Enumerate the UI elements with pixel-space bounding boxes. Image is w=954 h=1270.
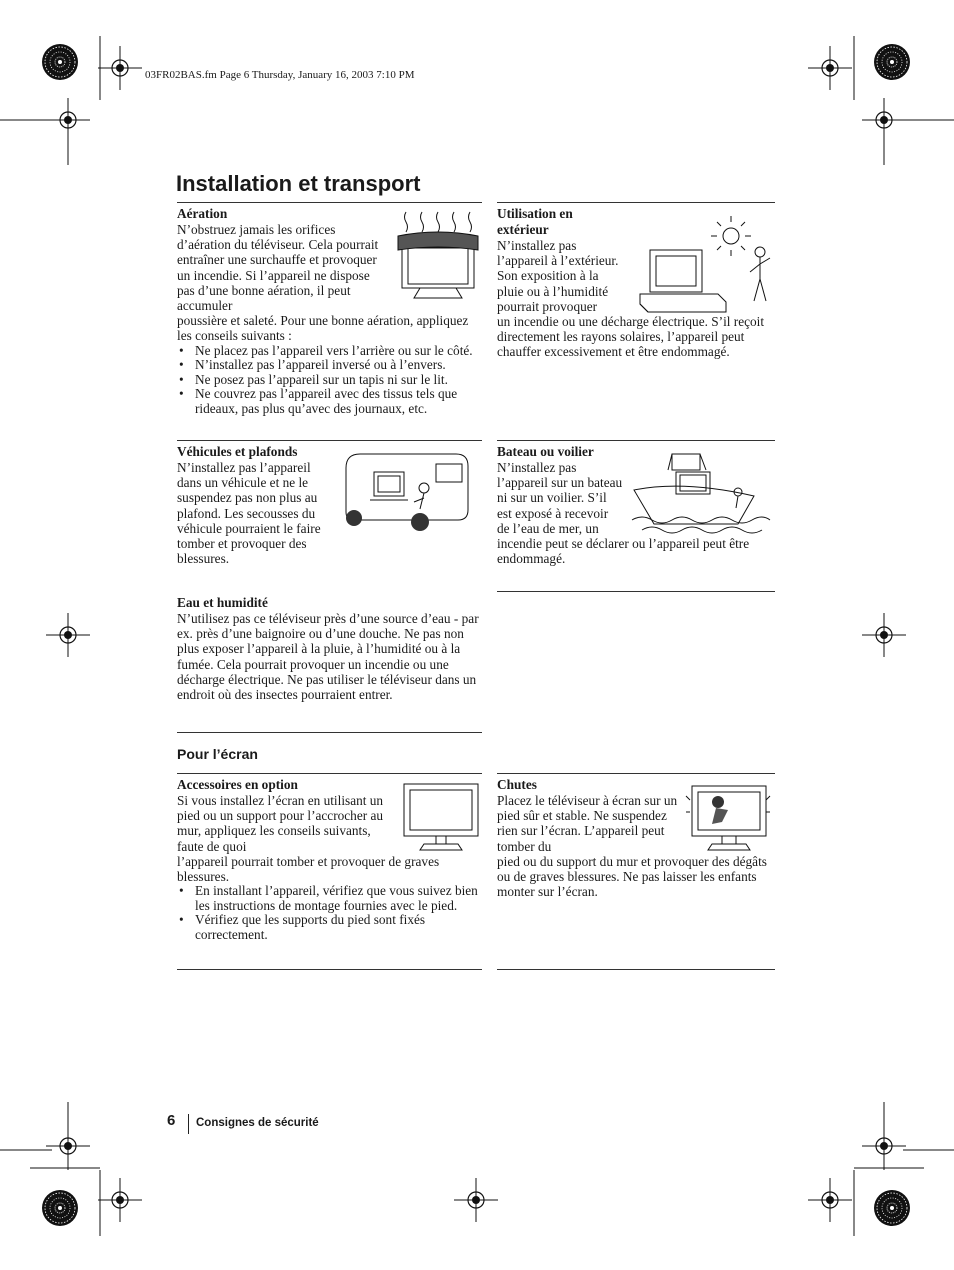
section-title: Accessoires en option (177, 777, 298, 792)
divider (497, 969, 775, 970)
section-title: Eau et humidité (177, 595, 268, 610)
section-eau (177, 592, 482, 702)
section-intro: Placez le téléviseur à écran sur un pied sûr et stable. Ne suspendez rien sur l’écran. L’appareil peut tomber du (497, 793, 678, 854)
subsection-heading: Pour l’écran (177, 746, 258, 762)
tv-ventilation-illustration (392, 210, 482, 302)
section-intro: N’installez pas l’appareil sur un bateau ni sur un voilier. S’il est exposé à recevoir de l’eau de mer, un (497, 460, 623, 536)
section-title: Bateau ou voilier (497, 444, 594, 459)
section-intro: N’obstruez jamais les orifices d’aération du téléviseur. Cela pourrait entraîner une surchauffe et provoquer un incendie. Si l’appareil ne dispose pas d’une bonne aération, il peut accumuler (177, 222, 379, 314)
flat-screen-illustration (402, 782, 480, 854)
divider (497, 591, 775, 592)
page-number: 6 (167, 1112, 176, 1129)
section-title: Véhicules et plafonds (177, 444, 298, 459)
section-cont: incendie peut se déclarer ou l’appareil peut être endommagé. (497, 536, 750, 567)
list-item: • Ne placez pas l’appareil vers l’arrière ou sur le côté. (177, 344, 482, 359)
list-item: • Ne couvrez pas l’appareil avec des tissus tels que rideaux, pas plus qu’avec des journaux, etc. (177, 387, 482, 416)
section-title: Chutes (497, 777, 537, 792)
section-cont: un incendie ou une décharge électrique. S’il reçoit directement les rayons solaires, l’appareil peut chauffer excessivement et être endommagé. (497, 314, 765, 360)
section-cont: pied ou du support du mur et provoquer des dégâts ou de graves blessures. Ne pas laisser les enfants monter sur l’écran. (497, 853, 767, 900)
bullet-list (177, 344, 482, 417)
file-info-header: 03FR02BAS.fm Page 6 Thursday, January 16, 2003 7:10 PM (145, 69, 415, 81)
list-item: • N’installez pas l’appareil inversé ou à l’envers. (177, 358, 482, 373)
section-intro: N’installez pas l’appareil à l’extérieur. Son exposition à la pluie ou à l’humidité pourrait provoquer (497, 238, 619, 314)
vehicle-illustration (340, 448, 472, 536)
bullet-list (177, 884, 482, 942)
falling-tv-illustration (684, 782, 774, 858)
footer-separator (188, 1114, 189, 1134)
divider (177, 732, 482, 733)
page-title: Installation et transport (176, 171, 421, 196)
divider (177, 969, 482, 970)
boat-illustration (628, 446, 774, 536)
list-item: • Ne posez pas l’appareil sur un tapis ni sur le lit. (177, 373, 482, 388)
section-text: N’utilisez pas ce téléviseur près d’une source d’eau - par ex. près d’une baignoire ou d’une douche. Ne pas non plus exposer l’appareil à la pluie, à l’humidité ou à la fumée. Cela pourrait provoquer un incendie ou une décharge électrique. Ne pas utiliser le téléviseur dans un endroit où des insectes pourraient entrer. (177, 611, 479, 703)
section-intro: Si vous installez l’écran en utilisant un pied ou un support pour l’accrocher au mur, appliquez les conseils suivants, faute de quoi (177, 793, 384, 854)
section-title: Utilisation en extérieur (497, 206, 573, 237)
section-title: Aération (177, 206, 228, 221)
footer-section-name: Consignes de sécurité (196, 1117, 319, 1129)
section-text: N’installez pas l’appareil dans un véhicule et ne le suspendez pas non plus au plafond. Les secousses du véhicule pourraient le faire tomber et provoquer des blessures. (177, 460, 321, 567)
list-item: • En installant l’appareil, vérifiez que vous suivez bien les instructions de montage fournies avec le pied. (177, 884, 482, 913)
section-cont: l’appareil pourrait tomber et provoquer de graves blessures. (177, 853, 440, 885)
outdoor-tv-illustration (636, 212, 776, 320)
list-item: • Vérifiez que les supports du pied sont fixés correctement. (177, 913, 482, 942)
section-cont: poussière et saleté. Pour une bonne aération, appliquez les conseils suivants : (177, 313, 469, 344)
